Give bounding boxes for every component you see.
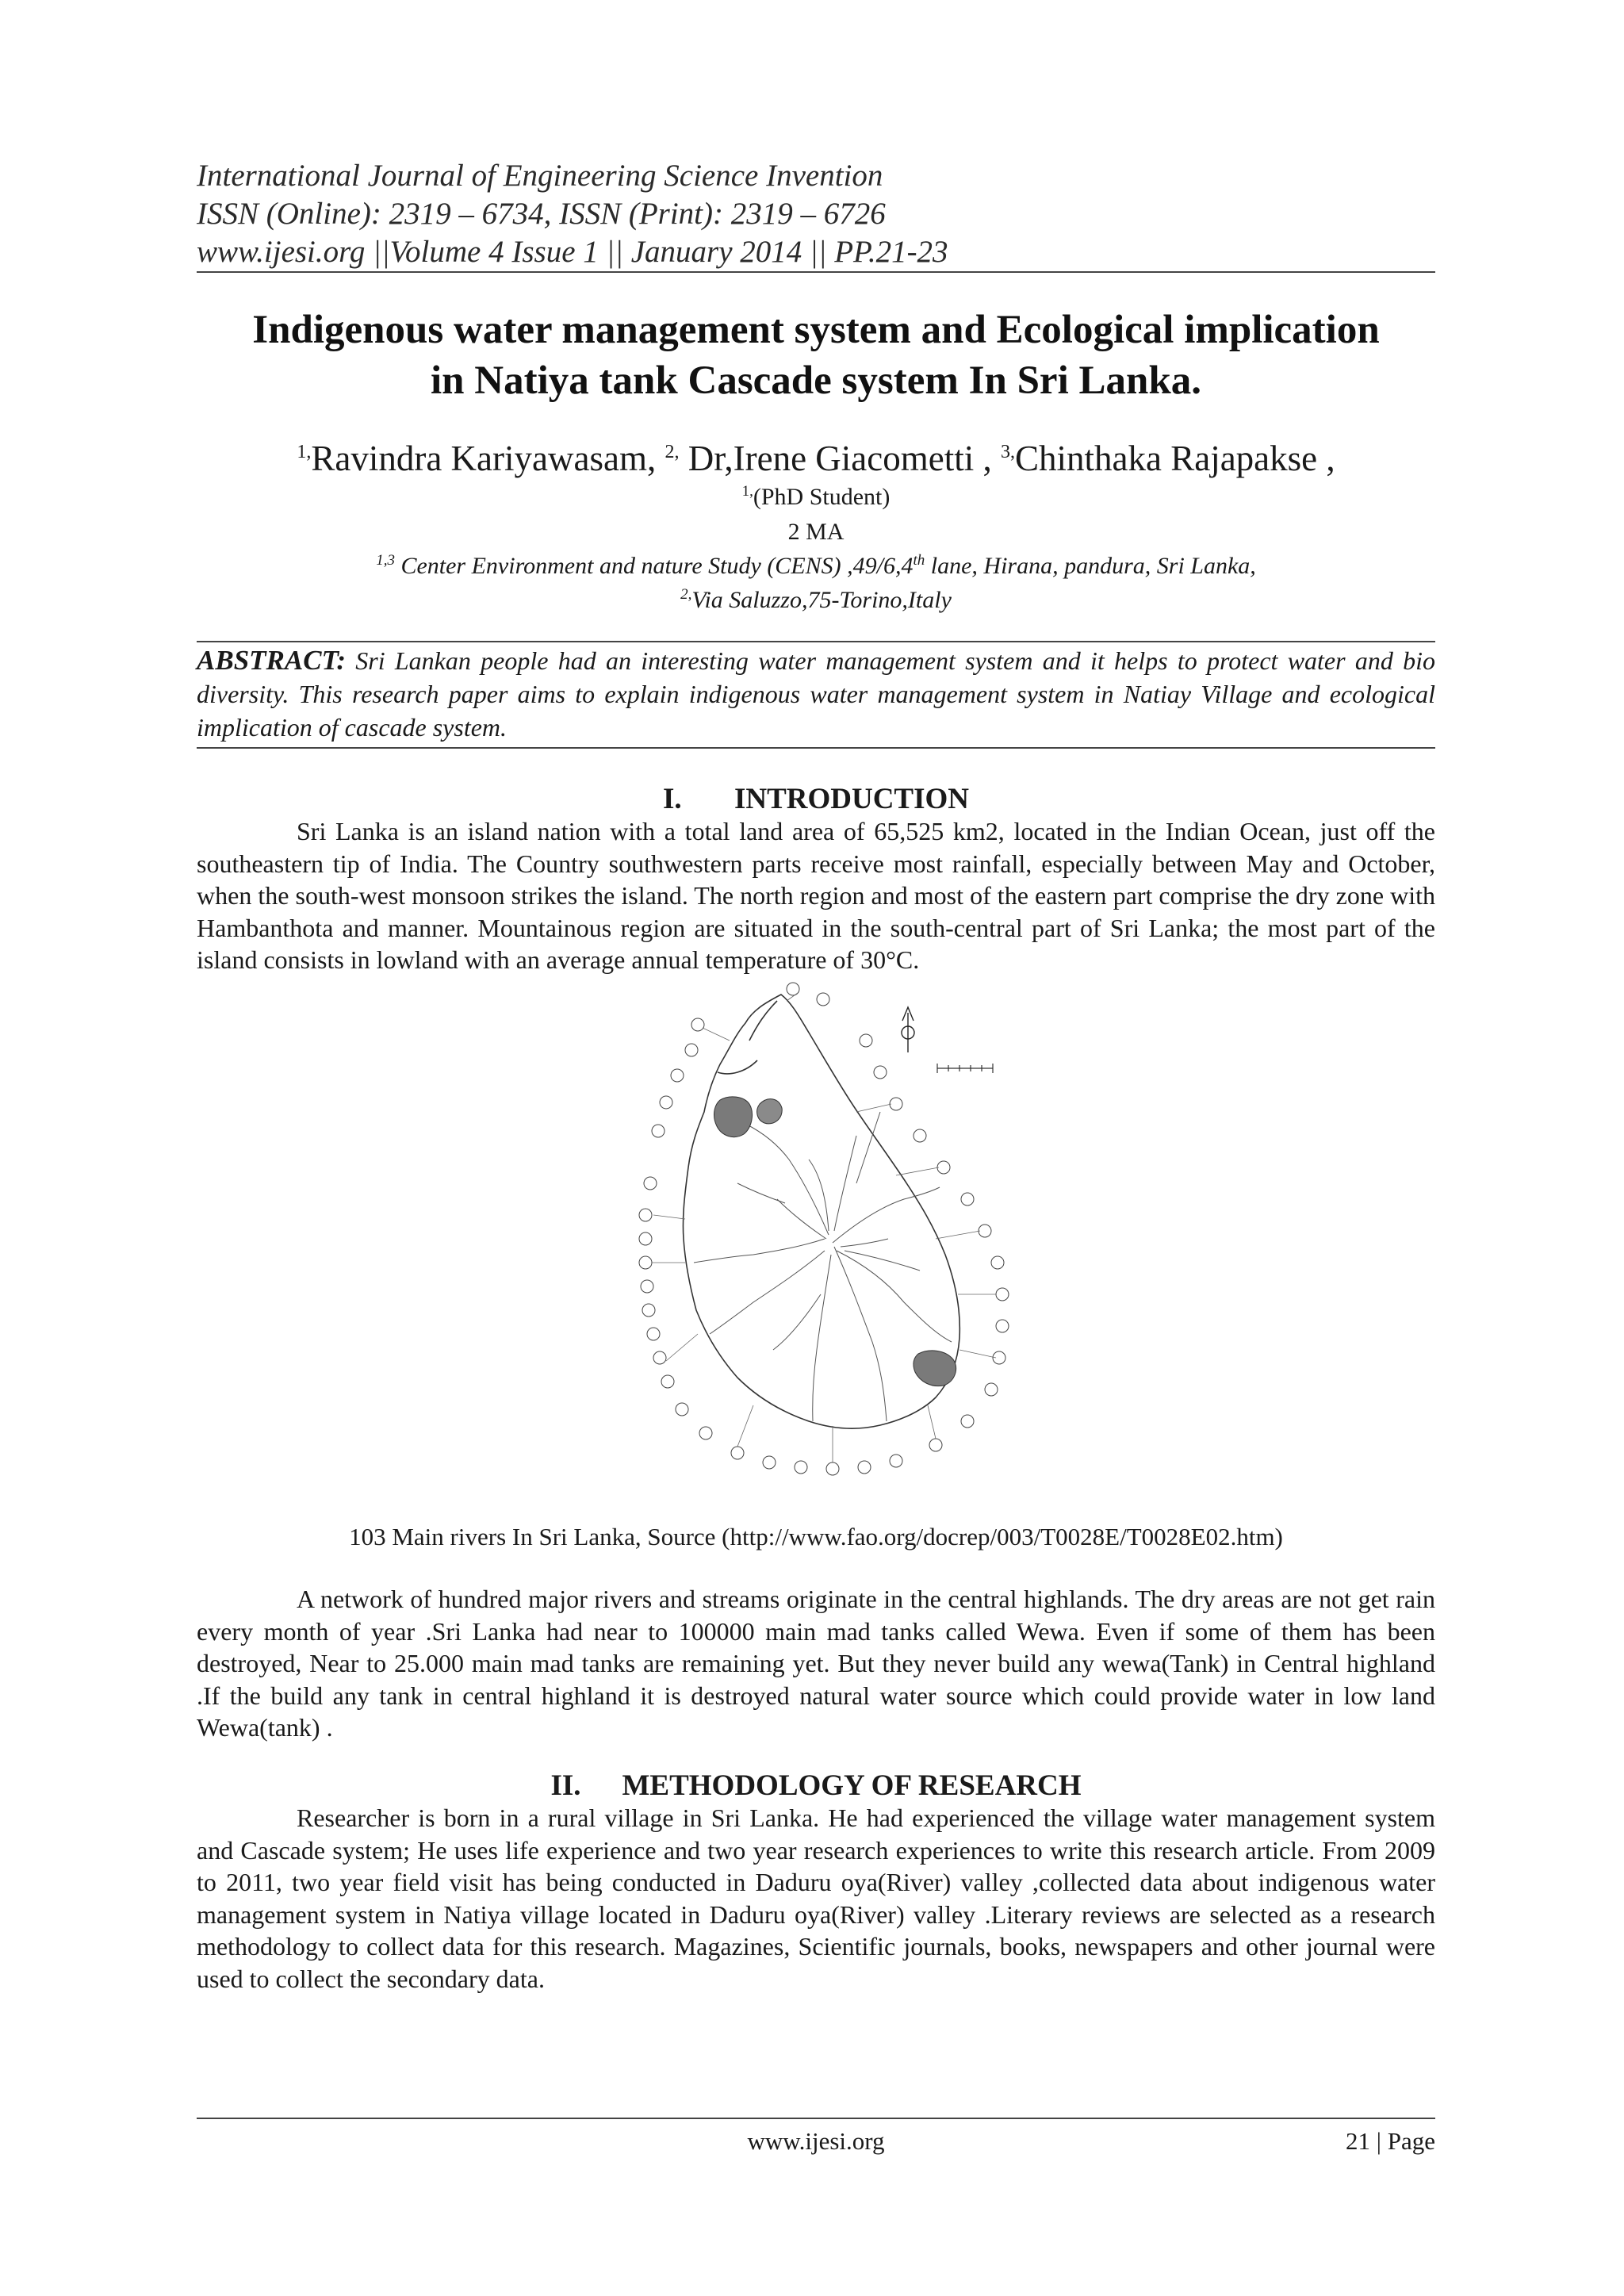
affiliation-phd — [197, 482, 1435, 512]
author-1: Ravindra Kariyawasam, — [311, 439, 657, 478]
paper-title — [197, 305, 1435, 406]
affiliation-italy-marker: 2, — [680, 586, 692, 603]
affiliation-cens — [197, 551, 1435, 581]
affiliation-cens-text: Center Environment and nature Study (CENS) ,49/6,4 — [400, 553, 914, 579]
intro-paragraph-1 — [197, 815, 1435, 976]
abstract-rule-bottom — [197, 747, 1435, 749]
journal-name: International Journal of Engineering Science Invention — [197, 159, 883, 193]
affiliation-phd-marker: 1, — [741, 483, 753, 500]
author-3-marker: 3, — [1000, 442, 1015, 462]
footer-rule — [197, 2118, 1435, 2119]
figure-caption: 103 Main rivers In Sri Lanka, Source (http://www.fao.org/docrep/003/T0028E/T0028E02.htm) — [349, 1523, 1283, 1550]
abstract-text: Sri Lankan people had an interesting water management system and it helps to protect water and bio diversity. This research paper aims to explain indigenous water management system in Natiay Village and ecological implication of cascade system. — [197, 646, 1436, 742]
affiliation-phd-text: (PhD Student) — [753, 484, 891, 510]
paragraph-text: Sri Lanka is an island nation with a total land area of 65,525 km2, located in the Indian Ocean, just off the southeastern tip of India. The Country southwestern parts receive most rainfall, especially between May and October, when the south-west monsoon strikes the island. The north region and most of the eastern part comprise the dry zone with Hambanthota and manner. Mountainous region are situated in the south-central part of Sri Lanka; the most part of the island consists in lowland with an average annual temperature of 30°C. — [197, 817, 1435, 975]
methodology-paragraph — [197, 1802, 1435, 1995]
paragraph-text: Researcher is born in a rural village in Sri Lanka. He had experienced the village water management system and Cascade system; He uses life experience and two year research experiences to write this research article. From 2009 to 2011, two year field visit has being conducted in Daduru oya(River) valley ,collected data about indigenous water management system in Natiya village located in Daduru oya(River) valley .Literary reviews are selected as a research methodology to collect data for this research. Magazines, Scientific journals, books, newspapers and other journal were used to collect the secondary data. — [197, 1803, 1435, 1993]
title-line-2: in Natiya tank Cascade system In Sri Lanka. — [431, 358, 1201, 403]
section-number: II. — [550, 1769, 581, 1802]
journal-volume: www.ijesi.org ||Volume 4 Issue 1 || January 2014 || PP.21-23 — [197, 235, 948, 269]
author-2-marker: 2, — [665, 442, 680, 462]
journal-issn: ISSN (Online): 2319 – 6734, ISSN (Print): 2319 – 6726 — [197, 197, 886, 231]
affiliation-cens-marker: 1,3 — [376, 552, 395, 569]
abstract-label: ABSTRACT: — [197, 645, 347, 676]
title-line-1: Indigenous water management system and Ecological implication — [252, 308, 1380, 352]
footer-url: www.ijesi.org — [747, 2127, 885, 2155]
author-1-marker: 1, — [297, 442, 312, 462]
section-number: I. — [662, 783, 682, 815]
section-heading-introduction — [197, 782, 1435, 817]
author-list — [197, 436, 1435, 481]
section-title-text: METHODOLOGY OF RESEARCH — [622, 1769, 1082, 1802]
affiliation-italy — [197, 585, 1435, 615]
footer-page-number: 21 | Page — [1346, 2127, 1435, 2155]
journal-header — [197, 157, 1435, 271]
affiliation-italy-text: Via Saluzzo,75-Torino,Italy — [691, 587, 952, 613]
author-2: Dr,Irene Giacometti , — [688, 439, 992, 478]
affiliation-cens-th: th — [913, 552, 925, 569]
intro-paragraph-2 — [197, 1583, 1435, 1744]
header-rule — [197, 271, 1435, 273]
paragraph-text: A network of hundred major rivers and streams originate in the central highlands. The dry areas are not get rain every month of year .Sri Lanka had near to 100000 main mad tanks called Wewa. Even if some of them has been destroyed, Near to 25.000 main mad tanks are remaining yet. But they never build any wewa(Tank) in Central highland .If the build any tank in central highland it is destroyed natural water source which could provide water in low land Wewa(tank) . — [197, 1585, 1435, 1742]
affiliation-cens-address: lane, Hirana, pandura, Sri Lanka, — [930, 553, 1256, 579]
abstract-rule-top — [197, 641, 1435, 642]
section-heading-methodology — [197, 1769, 1435, 1803]
abstract — [197, 644, 1435, 744]
author-3: Chinthaka Rajapakse , — [1014, 439, 1335, 478]
affiliation-ma: 2 MA — [787, 519, 845, 545]
sri-lanka-river-map — [619, 977, 1047, 1493]
section-title-text: INTRODUCTION — [733, 783, 970, 815]
